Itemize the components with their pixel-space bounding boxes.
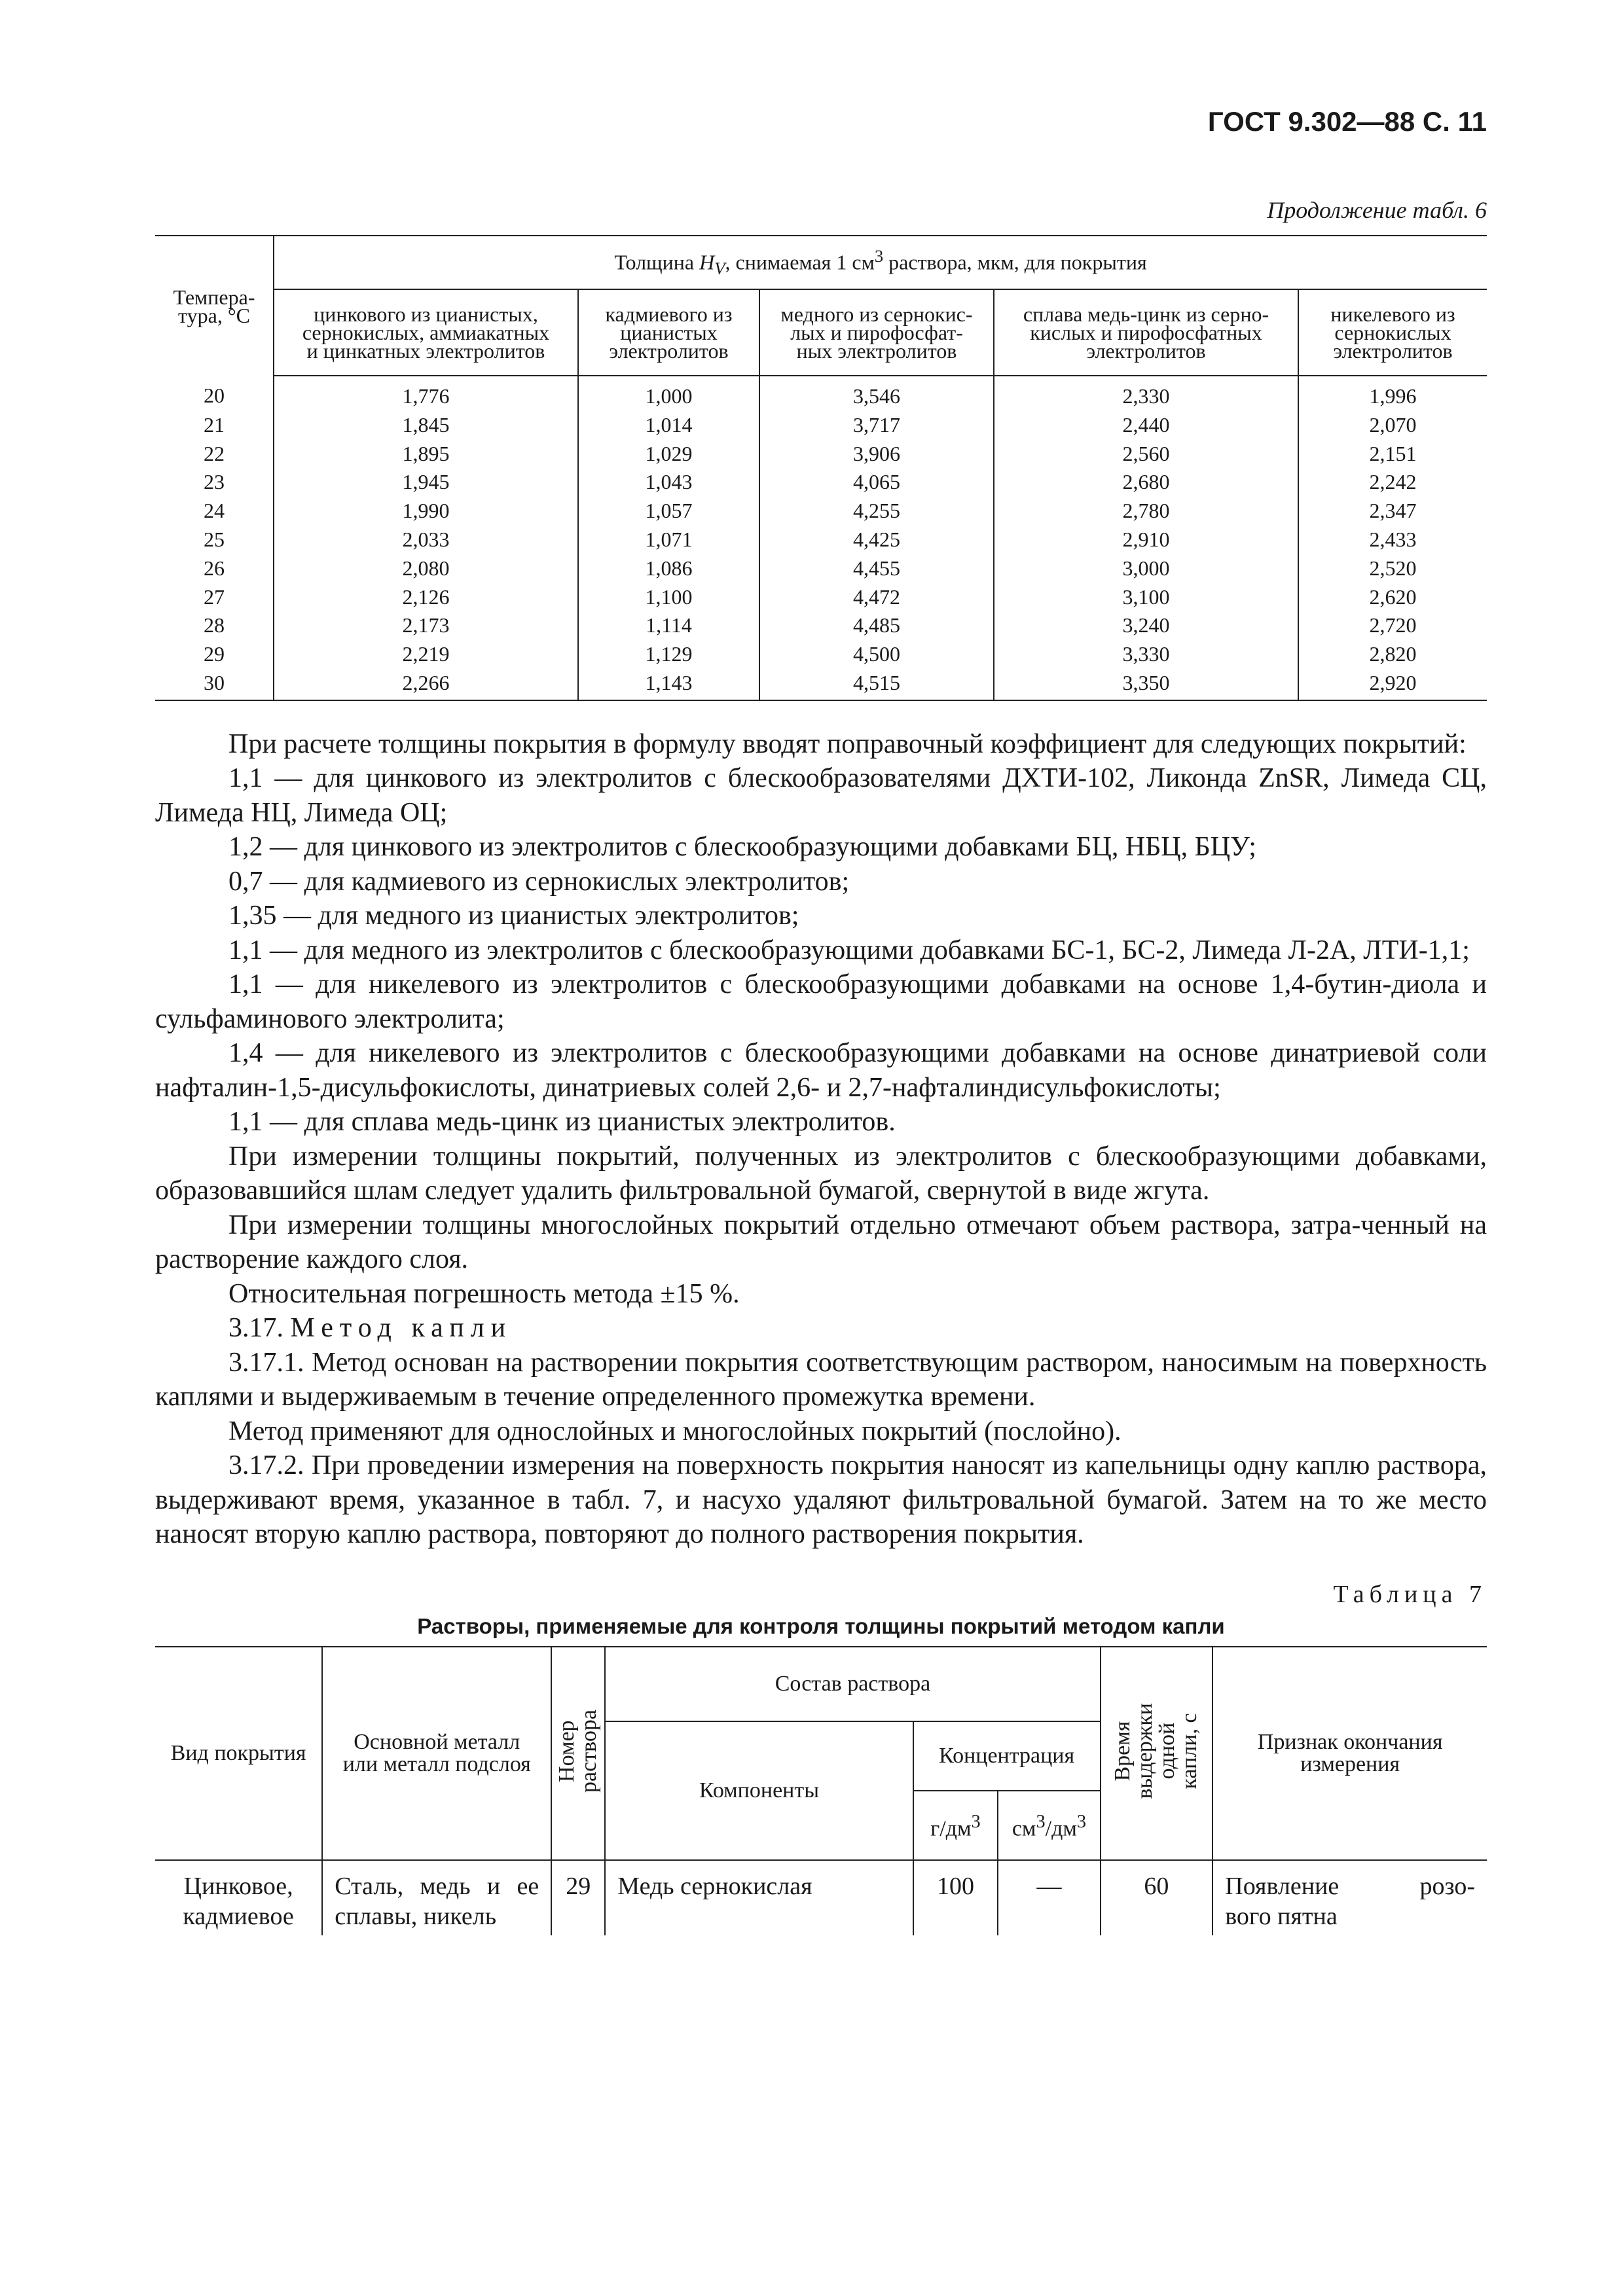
table6-cell-zinc: 1,776	[274, 376, 578, 410]
table-row	[155, 668, 1487, 700]
table7-title: Растворы, применяемые для контроля толщины покрытий методом капли	[417, 1613, 1225, 1638]
table6-cell-copper: 3,717	[759, 410, 994, 439]
table6-cell-copper: 4,065	[759, 467, 994, 496]
table6-cell-nickel: 1,996	[1298, 376, 1487, 410]
table7-caption: Таблица 7	[1333, 1580, 1487, 1608]
table6-cell-copper-zinc: 3,000	[994, 554, 1298, 583]
table6-copper-zinc-header: сплава медь-цинк из серно- кислых и пирофосфатных электролитов	[994, 289, 1298, 376]
paragraph: Метод применяют для однослойных и многослойных покрытий (послойно).	[228, 1416, 1122, 1446]
table-row	[155, 410, 1487, 439]
table6-cell-cadmium: 1,057	[578, 496, 759, 525]
page-header: ГОСТ 9.302—88 С. 11	[1207, 106, 1487, 137]
table6-cell-copper-zinc: 2,560	[994, 439, 1298, 468]
table6-cell-nickel: 2,070	[1298, 410, 1487, 439]
paragraph: 1,1 — для медного из электролитов с блескообразующими добавками БС-1, БС-2, Лимеда Л-2А, ЛТИ-1,1;	[228, 935, 1470, 965]
table6-cell-cadmium: 1,114	[578, 611, 759, 639]
paragraph: 3.17.2. При проведении измерения на поверхность покрытия наносят из капельницы одну каплю раствора, выдерживают время, указанное в табл. 7, и насухо удаляют фильтровальной бумагой. Затем на то же место наносят вторую каплю раствора, повторяют до полного растворения покрытия.	[155, 1450, 1487, 1550]
table7-composition-header: Состав раствора	[605, 1647, 1100, 1721]
table6-cell-copper-zinc: 2,680	[994, 467, 1298, 496]
table7-cell-g-dm3: 100	[913, 1860, 998, 1935]
body-text	[155, 727, 1487, 1552]
table6-cell-cadmium: 1,014	[578, 410, 759, 439]
table6-cell-copper-zinc: 2,440	[994, 410, 1298, 439]
table7-components-header: Компоненты	[605, 1721, 913, 1860]
table7-end-sign-header: Признак окончания измерения	[1213, 1647, 1487, 1860]
table6-cell-nickel: 2,151	[1298, 439, 1487, 468]
table6-zinc-header: цинкового из цианистых, сернокислых, аммиакатных и цинкатных электролитов	[274, 289, 578, 376]
table6-cell-temperature: 22	[204, 441, 225, 465]
table6-cell-copper: 4,472	[759, 583, 994, 611]
table6-cell-zinc: 1,990	[274, 496, 578, 525]
paragraph: Относительная погрешность метода ±15 %.	[228, 1278, 740, 1309]
table6-cell-temperature: 27	[204, 584, 225, 609]
table6-cell-zinc: 2,219	[274, 639, 578, 668]
page-content	[155, 108, 1487, 1935]
table6-cell-copper: 4,425	[759, 525, 994, 554]
table6-cell-temperature: 21	[204, 412, 225, 437]
table7-cm3-dm3-header: $см^3/дм^3$	[998, 1791, 1100, 1860]
paragraph: 1,1 — для никелевого из электролитов с блескообразующими добавками на основе 1,4-бутин-диола и сульфаминового электролита;	[155, 969, 1487, 1034]
table6-cell-copper-zinc: 2,780	[994, 496, 1298, 525]
table-row	[155, 496, 1487, 525]
table6-nickel-header: никелевого из сернокислых электролитов	[1298, 289, 1487, 376]
table6-cell-zinc: 2,126	[274, 583, 578, 611]
table6-cell-copper: 4,515	[759, 668, 994, 700]
table6-copper-header: медного из сернокис- лых и пирофосфат- ных электролитов	[759, 289, 994, 376]
paragraph: 1,1 — для сплава медь-цинк из цианистых электролитов.	[228, 1107, 896, 1138]
table7-cell-number: 29	[551, 1860, 605, 1935]
table6-cell-cadmium: 1,000	[578, 376, 759, 410]
paragraph: При измерении толщины многослойных покрытий отдельно отмечают объем раствора, затра-ченный на растворение каждого слоя.	[155, 1210, 1487, 1275]
table6-cell-zinc: 2,266	[274, 668, 578, 700]
table-row	[155, 554, 1487, 583]
table6-temperature-header: Темпера- тура, °С	[155, 236, 274, 376]
table6-cell-cadmium: 1,129	[578, 639, 759, 668]
section-heading: 3.17. Метод капли	[228, 1313, 513, 1344]
table7-concentration-header: Концентрация	[913, 1721, 1101, 1791]
table-row	[155, 1860, 1487, 1935]
table-6	[155, 235, 1487, 701]
table6-cell-copper: 4,485	[759, 611, 994, 639]
table6-cell-zinc: 1,945	[274, 467, 578, 496]
table6-cell-zinc: 2,173	[274, 611, 578, 639]
table6-cell-nickel: 2,520	[1298, 554, 1487, 583]
table7-cell-component: Медь сернокислая	[605, 1860, 913, 1935]
table6-cell-temperature: 28	[204, 613, 225, 637]
table6-cell-zinc: 2,080	[274, 554, 578, 583]
table6-cell-copper-zinc: 2,330	[994, 376, 1298, 410]
table6-cell-cadmium: 1,029	[578, 439, 759, 468]
table6-cell-copper-zinc: 3,350	[994, 668, 1298, 700]
table-row	[155, 639, 1487, 668]
table6-cell-copper-zinc: 2,910	[994, 525, 1298, 554]
table6-cell-copper: 3,906	[759, 439, 994, 468]
table6-thickness-header: Толщина $H_V$, снимаемая 1 $см^3$ раствора, мкм, для покрытия	[274, 236, 1487, 289]
table6-cell-copper-zinc: 3,240	[994, 611, 1298, 639]
table6-cell-cadmium: 1,143	[578, 668, 759, 700]
table6-body	[155, 376, 1487, 700]
table7-cell-kind: Цинковое, кадмиевое	[155, 1860, 322, 1935]
table6-cell-nickel: 2,920	[1298, 668, 1487, 700]
paragraph: При измерении толщины покрытий, полученных из электролитов с блескообразующими добавками, образовавшийся шлам следует удалить фильтровальной бумагой, свернутой в виде жгута.	[155, 1141, 1487, 1206]
table6-cell-cadmium: 1,043	[578, 467, 759, 496]
table6-cell-temperature: 29	[204, 642, 225, 666]
table6-cell-nickel: 2,820	[1298, 639, 1487, 668]
table6-cell-copper-zinc: 3,330	[994, 639, 1298, 668]
table6-cell-copper: 3,546	[759, 376, 994, 410]
paragraph: 1,35 — для медного из цианистых электролитов;	[228, 901, 799, 931]
table6-cell-nickel: 2,433	[1298, 525, 1487, 554]
table6-cell-temperature: 20	[204, 384, 225, 407]
table6-cell-nickel: 2,347	[1298, 496, 1487, 525]
table-7	[155, 1646, 1487, 1935]
table7-cell-cm3-dm3: —	[998, 1860, 1100, 1935]
table-row	[155, 439, 1487, 468]
table7-g-dm3-header: $г/дм^3$	[913, 1791, 998, 1860]
table-row	[155, 525, 1487, 554]
table6-cell-temperature: 30	[155, 668, 274, 700]
table7-cell-end-sign: Появление розо- вого пятна	[1213, 1860, 1487, 1935]
table6-cell-temperature: 26	[204, 556, 225, 580]
table6-cell-temperature: 23	[204, 470, 225, 494]
table-row	[155, 583, 1487, 611]
table6-cell-zinc: 1,845	[274, 410, 578, 439]
table6-cell-temperature: 24	[204, 499, 225, 523]
table-continuation-note: Продолжение табл. 6	[1267, 197, 1487, 223]
table-row	[155, 376, 1487, 410]
paragraph: 1,1 — для цинкового из электролитов с блескообразователями ДХТИ-102, Ликонда ZnSR, Лимеда СЦ, Лимеда НЦ, Лимеда ОЦ;	[155, 763, 1487, 828]
table6-cell-copper: 4,500	[759, 639, 994, 668]
paragraph: 1,4 — для никелевого из электролитов с блескообразующими добавками на основе динатриевой соли нафталин-1,5-дисульфокислоты, динатриевых солей 2,6- и 2,7-нафталиндисульфокислоты;	[155, 1038, 1487, 1103]
table6-cell-nickel: 2,720	[1298, 611, 1487, 639]
table7-base-metal-header: Основной металл или металл подслоя	[322, 1647, 551, 1860]
table6-cell-copper: 4,255	[759, 496, 994, 525]
table-row	[155, 611, 1487, 639]
table7-time-header: Время выдержки одной капли, с	[1101, 1647, 1213, 1860]
table6-cell-copper: 4,455	[759, 554, 994, 583]
paragraph: 1,2 — для цинкового из электролитов с блескообразующими добавками БЦ, НБЦ, БЦУ;	[228, 832, 1256, 863]
table6-cell-zinc: 1,895	[274, 439, 578, 468]
table6-cell-temperature: 25	[204, 527, 225, 551]
paragraph: При расчете толщины покрытия в формулу вводят поправочный коэффициент для следующих покрытий:	[228, 728, 1467, 759]
table7-cell-time: 60	[1101, 1860, 1213, 1935]
table6-cell-cadmium: 1,086	[578, 554, 759, 583]
table7-solution-number-header: Номер раствора	[551, 1647, 605, 1860]
paragraph: 3.17.1. Метод основан на растворении покрытия соответствующим раствором, наносимым на поверхность каплями и выдерживаемым в течение определенного промежутка времени.	[155, 1347, 1487, 1412]
table6-cell-nickel: 2,620	[1298, 583, 1487, 611]
table6-cell-nickel: 2,242	[1298, 467, 1487, 496]
table7-kind-header: Вид покрытия	[155, 1647, 322, 1860]
table6-cell-cadmium: 1,100	[578, 583, 759, 611]
table7-cell-base-metal: Сталь, медь и ее сплавы, никель	[322, 1860, 551, 1935]
table6-cell-cadmium: 1,071	[578, 525, 759, 554]
table6-cadmium-header: кадмиевого из цианистых электролитов	[578, 289, 759, 376]
paragraph: 0,7 — для кадмиевого из сернокислых электролитов;	[228, 866, 850, 897]
table-row	[155, 467, 1487, 496]
table6-cell-zinc: 2,033	[274, 525, 578, 554]
table6-cell-copper-zinc: 3,100	[994, 583, 1298, 611]
